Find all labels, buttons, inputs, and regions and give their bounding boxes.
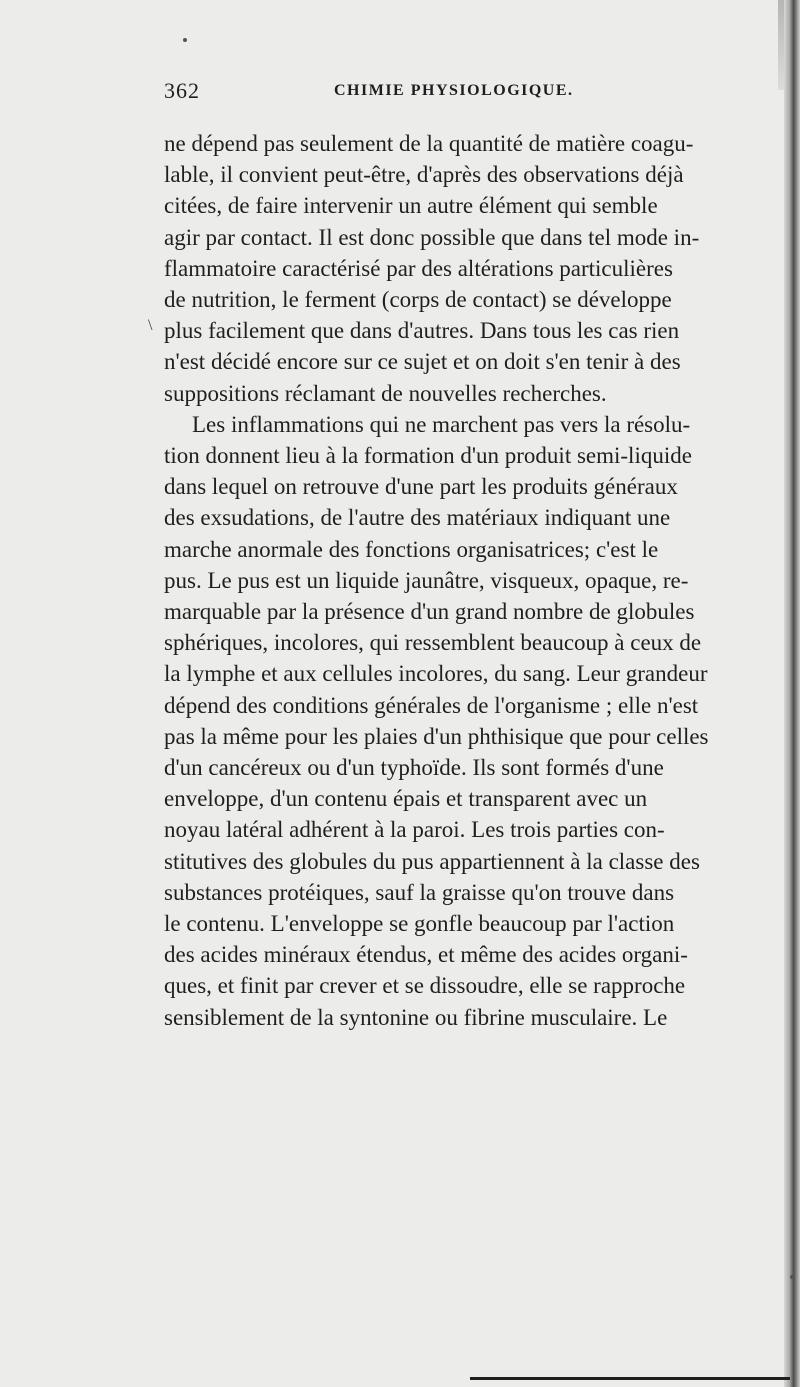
text-line: dans lequel on retrouve d'une part les produits généraux (164, 474, 678, 500)
text-line: sphériques, incolores, qui ressemblent beaucoup à ceux de (164, 630, 702, 656)
text-line: substances protéiques, sauf la graisse qu'on trouve dans (164, 879, 675, 905)
text-line: agir par contact. Il est donc possible que dans tel mode in- (164, 224, 700, 250)
page-header (164, 76, 724, 110)
text-line: la lymphe et aux cellules incolores, du sang. Leur grandeur (164, 661, 708, 687)
text-line: marquable par la présence d'un grand nombre de globules (164, 599, 695, 625)
text-line: marche anormale des fonctions organisatrices; c'est le (164, 536, 659, 562)
text-line: stitutives des globules du pus appartiennent à la classe des (164, 848, 700, 874)
page-number: 362 (164, 78, 200, 103)
text-line: pus. Le pus est un liquide jaunâtre, visqueux, opaque, re- (164, 567, 689, 593)
text-line: des acides minéraux étendus, et même des acides organi- (164, 942, 688, 968)
margin-mark: \ (148, 317, 153, 334)
page-speck (183, 38, 187, 42)
text-line: Les inflammations qui ne marchent pas vers la résolu- (192, 411, 691, 437)
text-line: ques, et finit par crever et se dissoudre, elle se rapproche (164, 973, 686, 999)
text-line: de nutrition, le ferment (corps de contact) se développe (164, 287, 672, 313)
page-edge-shadow (784, 0, 800, 1387)
text-line: sensiblement de la syntonine ou fibrine musculaire. Le (164, 1004, 668, 1030)
bottom-rule (470, 1377, 790, 1380)
text-line: tion donnent lieu à la formation d'un produit semi-liquide (164, 443, 692, 469)
text-line: pas la même pour les plaies d'un phthisique que pour celles (164, 723, 709, 749)
text-line: des exsudations, de l'autre des matériaux indiquant une (164, 505, 671, 531)
text-line: plus facilement que dans d'autres. Dans tous les cas rien (164, 318, 680, 344)
running-title: CHIMIE PHYSIOLOGIQUE. (334, 82, 574, 99)
page-speck (790, 1275, 794, 1279)
text-line: suppositions réclamant de nouvelles recherches. (164, 380, 607, 406)
text-line: le contenu. L'enveloppe se gonfle beaucoup par l'action (164, 911, 675, 937)
text-line: flammatoire caractérisé par des altérations particulières (164, 255, 673, 281)
text-line: d'un cancéreux ou d'un typhoïde. Ils sont formés d'une (164, 755, 664, 781)
body-text (164, 128, 740, 1030)
text-line: n'est décidé encore sur ce sujet et on doit s'en tenir à des (164, 349, 681, 375)
text-line: lable, il convient peut-être, d'après des observations déjà (164, 162, 684, 188)
text-line: ne dépend pas seulement de la quantité de matière coagu- (164, 131, 694, 156)
text-line: citées, de faire intervenir un autre élément qui semble (164, 193, 658, 219)
text-line: enveloppe, d'un contenu épais et transparent avec un (164, 786, 648, 812)
text-line: dépend des conditions générales de l'organisme ; elle n'est (164, 692, 699, 718)
text-line: noyau latéral adhérent à la paroi. Les trois parties con- (164, 817, 665, 843)
